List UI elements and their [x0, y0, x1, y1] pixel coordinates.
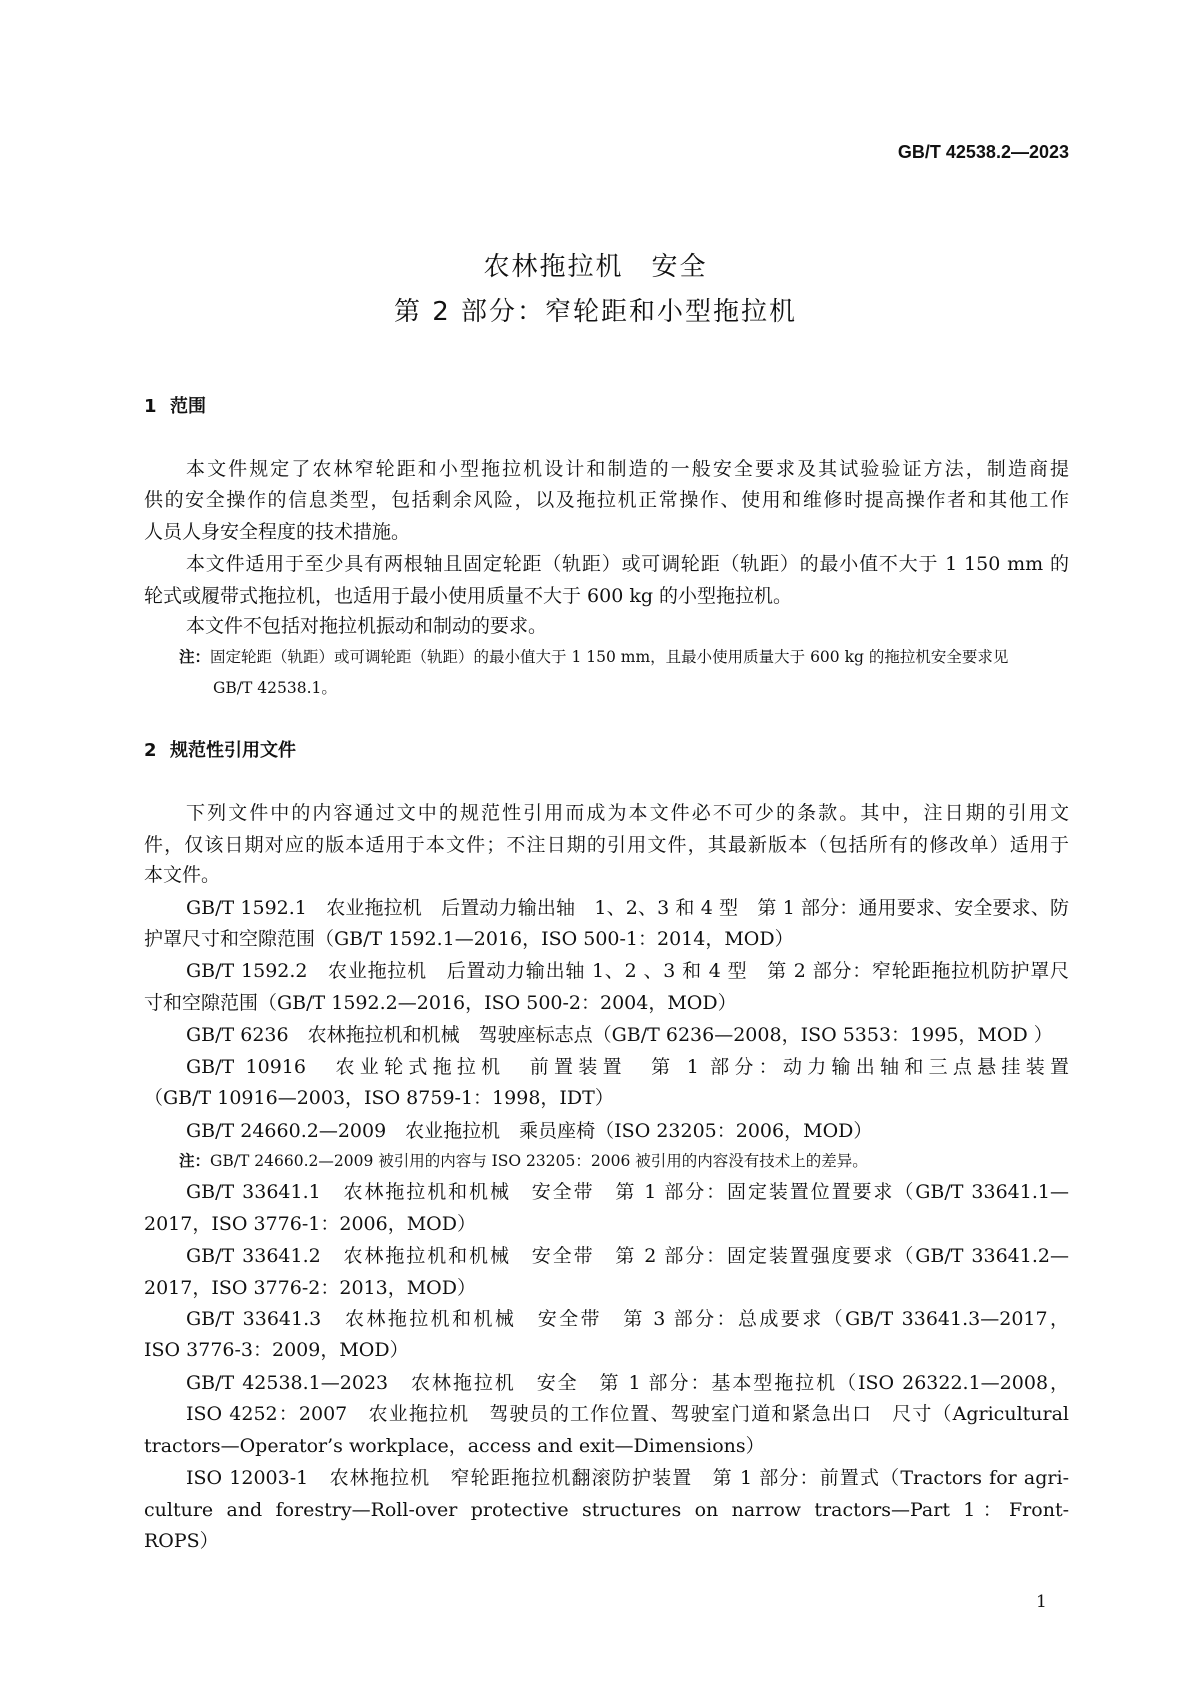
paragraph-line: 人员人身安全程度的技术措施。 [144, 521, 411, 543]
reference-line: GB/T 33641.1 农林拖拉机和机械 安全带 第 1 部分：固定装置位置要求（GB/T 33641.1— [186, 1181, 1069, 1203]
note [179, 645, 1069, 669]
paragraph-line: 供的安全操作的信息类型，包括剩余风险，以及拖拉机正常操作、使用和维修时提高操作者和其他工作 [144, 489, 1069, 511]
note-label: 注： [179, 1152, 211, 1170]
document-number: GB/T 42538.2—2023 [897, 142, 1069, 162]
page-number: 1 [1036, 1592, 1047, 1612]
section-number: 2 [144, 740, 157, 761]
section-1-heading [144, 392, 206, 418]
section-title: 范围 [170, 396, 206, 417]
note-text: 固定轮距（轨距）或可调轮距（轨距）的最小值大于 1 150 mm，且最小使用质量大于 600 kg 的拖拉机安全要求见 [210, 648, 1009, 666]
reference-line: ISO 12003-1 农林拖拉机 窄轮距拖拉机翻滚防护装置 第 1 部分：前置式（Tractors for agri- [186, 1467, 1069, 1489]
reference-line: GB/T 1592.1 农业拖拉机 后置动力输出轴 1、2、3 和 4 型 第 1 部分：通用要求、安全要求、防 [186, 897, 1069, 919]
note-line: GB/T 42538.1。 [213, 679, 337, 697]
paragraph-line: 轮式或履带式拖拉机，也适用于最小使用质量不大于 600 kg 的小型拖拉机。 [144, 585, 793, 607]
reference-line: 护罩尺寸和空隙范围（GB/T 1592.1—2016，ISO 500-1：2014，MOD） [144, 928, 794, 950]
section-2-heading [144, 736, 296, 762]
note-label: 注： [179, 648, 211, 666]
reference-line: tractors—Operator’s workplace，access and exit—Dimensions） [144, 1435, 765, 1457]
section-number: 1 [144, 396, 157, 417]
reference-line: GB/T 10916 农业轮式拖拉机 前置装置 第 1 部分：动力输出轴和三点悬挂装置 [186, 1056, 1069, 1078]
reference-line: （GB/T 10916—2003，ISO 8759-1：1998，IDT） [144, 1087, 614, 1109]
title-line-1: 农林拖拉机 安全 [483, 252, 708, 282]
title-line-2: 第 2 部分：窄轮距和小型拖拉机 [393, 297, 798, 327]
reference-line: GB/T 33641.3 农林拖拉机和机械 安全带 第 3 部分：总成要求（GB/T 33641.3—2017， [186, 1308, 1069, 1330]
reference-line: ISO 4252：2007 农业拖拉机 驾驶员的工作位置、驾驶室门道和紧急出口 尺寸（Agricultural [186, 1403, 1069, 1425]
paragraph-line: 本文件适用于至少具有两根轴且固定轮距（轨距）或可调轮距（轨距）的最小值不大于 1 150 mm 的 [186, 553, 1069, 575]
paragraph-line: 件，仅该日期对应的版本适用于本文件；不注日期的引用文件，其最新版本（包括所有的修改单）适用于 [144, 834, 1069, 856]
paragraph-line: 本文件不包括对拖拉机振动和制动的要求。 [186, 615, 548, 637]
reference-line: ISO 3776-3：2009，MOD） [144, 1339, 409, 1361]
section-title: 规范性引用文件 [170, 740, 296, 761]
reference-line: GB/T 42538.1—2023 农林拖拉机 安全 第 1 部分：基本型拖拉机（ISO 26322.1—2008， [186, 1372, 1069, 1394]
reference-line: 寸和空隙范围（GB/T 1592.2—2016，ISO 500-2：2004，MOD） [144, 992, 737, 1014]
reference-line: 2017，ISO 3776-2：2013，MOD） [144, 1277, 476, 1299]
paragraph-line: 下列文件中的内容通过文中的规范性引用而成为本文件必不可少的条款。其中，注日期的引用文 [186, 802, 1069, 824]
note [179, 1149, 1069, 1173]
paragraph-line: 本文件。 [144, 864, 221, 886]
paragraph-line: 本文件规定了农林窄轮距和小型拖拉机设计和制造的一般安全要求及其试验验证方法，制造商提 [186, 458, 1069, 480]
reference-line: GB/T 1592.2 农业拖拉机 后置动力输出轴 1、2 、3 和 4 型 第 2 部分：窄轮距拖拉机防护罩尺 [186, 960, 1069, 982]
reference-line: GB/T 24660.2—2009 农业拖拉机 乘员座椅（ISO 23205：2006，MOD） [186, 1120, 873, 1142]
note-text: GB/T 24660.2—2009 被引用的内容与 ISO 23205：2006 被引用的内容没有技术上的差异。 [210, 1152, 868, 1170]
reference-line: GB/T 6236 农林拖拉机和机械 驾驶座标志点（GB/T 6236—2008，ISO 5353：1995，MOD ） [186, 1024, 1053, 1046]
reference-line: culture and forestry—Roll-over protective structures on narrow tractors—Part 1：Front- [144, 1499, 1069, 1521]
reference-line: GB/T 33641.2 农林拖拉机和机械 安全带 第 2 部分：固定装置强度要求（GB/T 33641.2— [186, 1245, 1069, 1267]
reference-line: ROPS） [144, 1530, 219, 1552]
reference-line: 2017，ISO 3776-1：2006，MOD） [144, 1213, 476, 1235]
